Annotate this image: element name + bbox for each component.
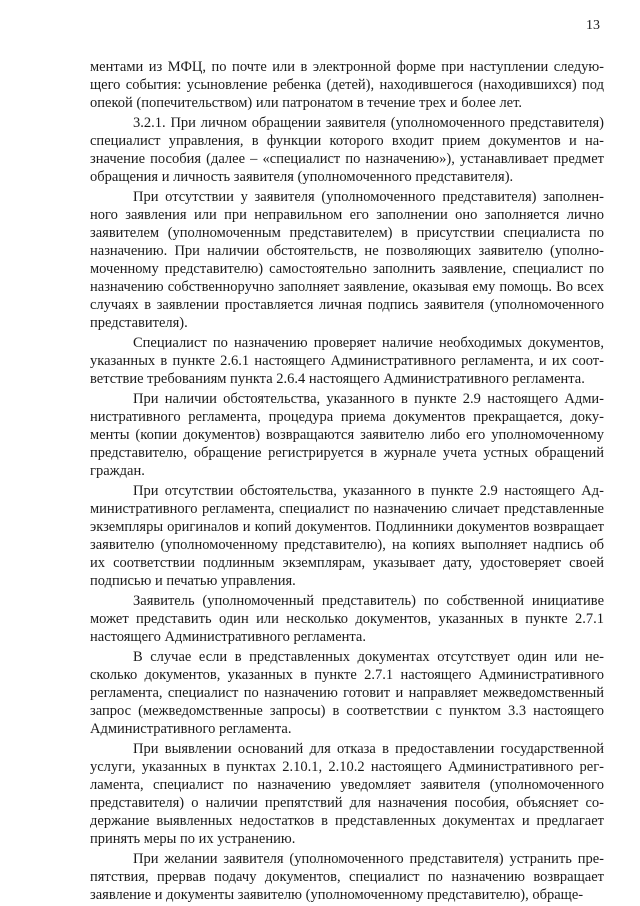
paragraph-application-filling: При отсутствии у заявителя (уполномоченного представителя) заполненного заявления или при неправильном его заполнении оно заполняется лично заявителем (уполномоченным представителем) в присутствии специалиста по назначению. При наличии обстоятельств, не позволяющих заявителю (уполномоченному представителю) самостоятельно заполнить заявление, специалист по назначению собственноручно заполняет заявление, оказывая ему помощь. Во всех случаях в заявлении проставляется личная подпись заявителя (уполномоченного представителя). [90,189,604,331]
paragraph-obstacle-removal: При желании заявителя (уполномоченного представителя) устранить препятствия, прервав подачу документов, специалист по назначению возвращает заявление и документы заявителю (уполномоченному представителю), обраще- [90,851,604,903]
paragraph-own-initiative: Заявитель (уполномоченный представитель) по собственной инициативе может представить один или несколько документов, указанных в пункте 2.7.1 настоящего Административного регламента. [90,593,604,645]
paragraph-continuation: ментами из МФЦ, по почте или в электронной форме при наступлении следующего события: усыновление ребенка (детей), находившегося (находившихся) под опекой (попечительством) или патронатом в течение трех и более лет. [90,59,604,111]
paragraph-refusal-grounds: При выявлении оснований для отказа в предоставлении государственной услуги, указанных в пунктах 2.10.1, 2.10.2 настоящего Административного регламента, специалист по назначению уведомляет заявителя (уполномоченного представителя) о наличии препятствий для назначения пособия, объясняет содержание выявленных недостатков в представленных документах и предлагает принять меры по их устранению. [90,741,604,847]
paragraph-reception-stop: При наличии обстоятельства, указанного в пункте 2.9 настоящего Административного регламента, процедура приема документов прекращается, документы (копии документов) возвращаются заявителю либо его уполномоченному представителю, обращение регистрируется в журнале учета устных обращений граждан. [90,391,604,479]
document-body [90,58,604,906]
paragraph-interagency-request: В случае если в представленных документах отсутствует один или несколько документов, указанных в пункте 2.7.1 настоящего Административного регламента, специалист по назначению готовит и направляет межведомственный запрос (межведомственные запросы) в соответствии с пунктом 3.3 настоящего Административного регламента. [90,649,604,737]
paragraph-copy-verification: При отсутствии обстоятельства, указанного в пункте 2.9 настоящего Административного регламента, специалист по назначению сличает представленные экземпляры оригиналов и копий документов. Подлинники документов возвращает заявителю (уполномоченному представителю), на копиях выполняет надпись об их соответствии подлинным экземплярам, указывает дату, удостоверяет своей подписью и печатью управления. [90,483,604,589]
paragraph-3-2-1: 3.2.1. При личном обращении заявителя (уполномоченного представителя) специалист управления, в функции которого входит прием документов и назначение пособия (далее – «специалист по назначению»), устанавливает предмет обращения и личность заявителя (уполномоченного представителя). [90,115,604,185]
paragraph-document-check: Специалист по назначению проверяет наличие необходимых документов, указанных в пункте 2.6.1 настоящего Административного регламента, и их соответствие требованиям пункта 2.6.4 настоящего Административного регламента. [90,335,604,387]
page-number: 13 [586,18,600,33]
